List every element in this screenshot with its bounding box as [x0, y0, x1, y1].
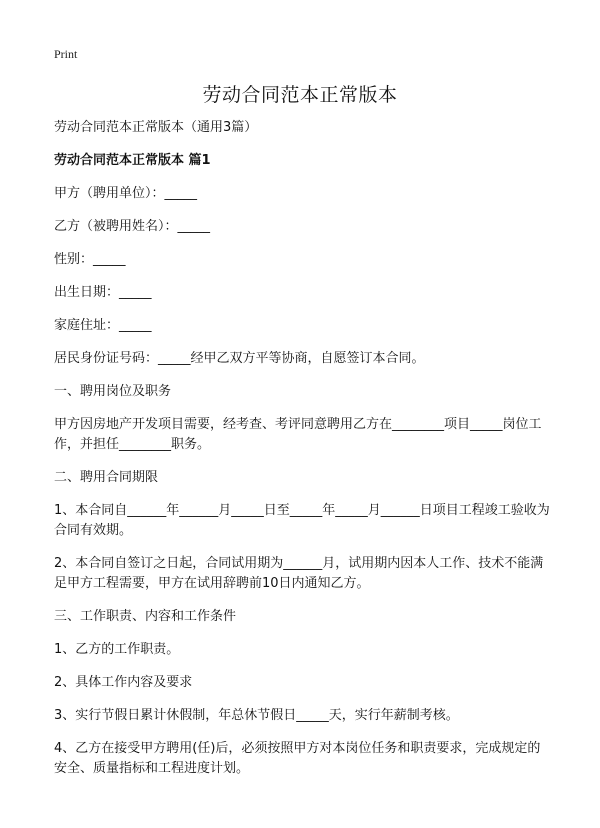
clause-heading-3: 三、工作职责、内容和工作条件: [54, 609, 237, 624]
print-label[interactable]: Print: [54, 47, 78, 61]
document-subtitle: 劳动合同范本正常版本（通用3篇）: [54, 120, 258, 135]
document-body: [54, 118, 550, 792]
gender-line: 性别：_____: [54, 252, 126, 267]
clause-item: 1、乙方的工作职责。: [54, 642, 180, 657]
clause-item: 4、乙方在接受甲方聘用(任)后，必须按照甲方对本岗位任务和职责要求，完成规定的安全、质量指标和工程进度计划。: [54, 741, 541, 776]
party-b-line: 乙方（被聘用姓名）：_____: [54, 219, 211, 234]
clause-item: 2、具体工作内容及要求: [54, 675, 193, 690]
clause-paragraph: 2、本合同自签订之日起，合同试用期为______月，试用期内因本人工作、技术不能满足甲方工程需要，甲方在试用辞聘前10日内通知乙方。: [54, 556, 544, 591]
document-title: 劳动合同范本正常版本: [202, 84, 398, 106]
home-address-line: 家庭住址：_____: [54, 318, 152, 333]
party-a-line: 甲方（聘用单位）：_____: [54, 186, 198, 201]
clause-item: 3、实行节假日累计休假制，年总休节假日_____天，实行年薪制考核。: [54, 708, 459, 723]
birth-date-line: 出生日期：_____: [54, 285, 152, 300]
clause-heading-2: 二、聘用合同期限: [54, 470, 159, 485]
clause-paragraph: 甲方因房地产开发项目需要，经考查、考评同意聘用乙方在________项目_____岗位工作，并担任________职务。: [54, 417, 542, 452]
clause-paragraph: 1、本合同自______年______月_____日至_____年_____月______日项目工程竣工验收为合同有效期。: [54, 503, 550, 538]
id-number-line: 居民身份证号码：_____经甲乙双方平等协商，自愿签订本合同。: [54, 351, 425, 366]
section-heading: 劳动合同范本正常版本 篇1: [54, 153, 211, 168]
clause-heading-1: 一、聘用岗位及职务: [54, 384, 172, 399]
